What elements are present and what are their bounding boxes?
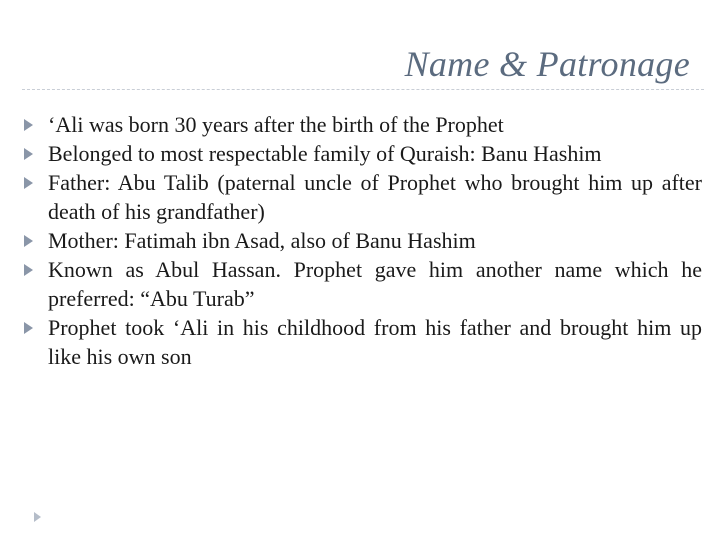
bullet-item (22, 226, 702, 255)
title-divider (22, 89, 704, 90)
bullet-text: Father: Abu Talib (paternal uncle of Prophet who brought him up after death of his grandfather) (48, 170, 702, 224)
bullet-item (22, 255, 702, 313)
bullet-text: ‘Ali was born 30 years after the birth of the Prophet (48, 112, 504, 137)
bullet-item (22, 168, 702, 226)
triangle-right-icon (24, 322, 33, 334)
bullet-item (22, 313, 702, 371)
slide-corner-triangle-icon (34, 512, 41, 522)
bullet-text: Known as Abul Hassan. Prophet gave him another name which he preferred: “Abu Turab” (48, 257, 702, 311)
bullet-item (22, 139, 702, 168)
triangle-right-icon (24, 177, 33, 189)
bullet-list (22, 110, 702, 371)
triangle-right-icon (24, 235, 33, 247)
bullet-text: Prophet took ‘Ali in his childhood from his father and brought him up like his own son (48, 315, 702, 369)
bullet-text: Belonged to most respectable family of Quraish: Banu Hashim (48, 141, 602, 166)
bullet-item (22, 110, 702, 139)
triangle-right-icon (24, 119, 33, 131)
slide-title: Name & Patronage (404, 44, 690, 84)
triangle-right-icon (24, 148, 33, 160)
triangle-right-icon (24, 264, 33, 276)
bullet-text: Mother: Fatimah ibn Asad, also of Banu Hashim (48, 228, 476, 253)
